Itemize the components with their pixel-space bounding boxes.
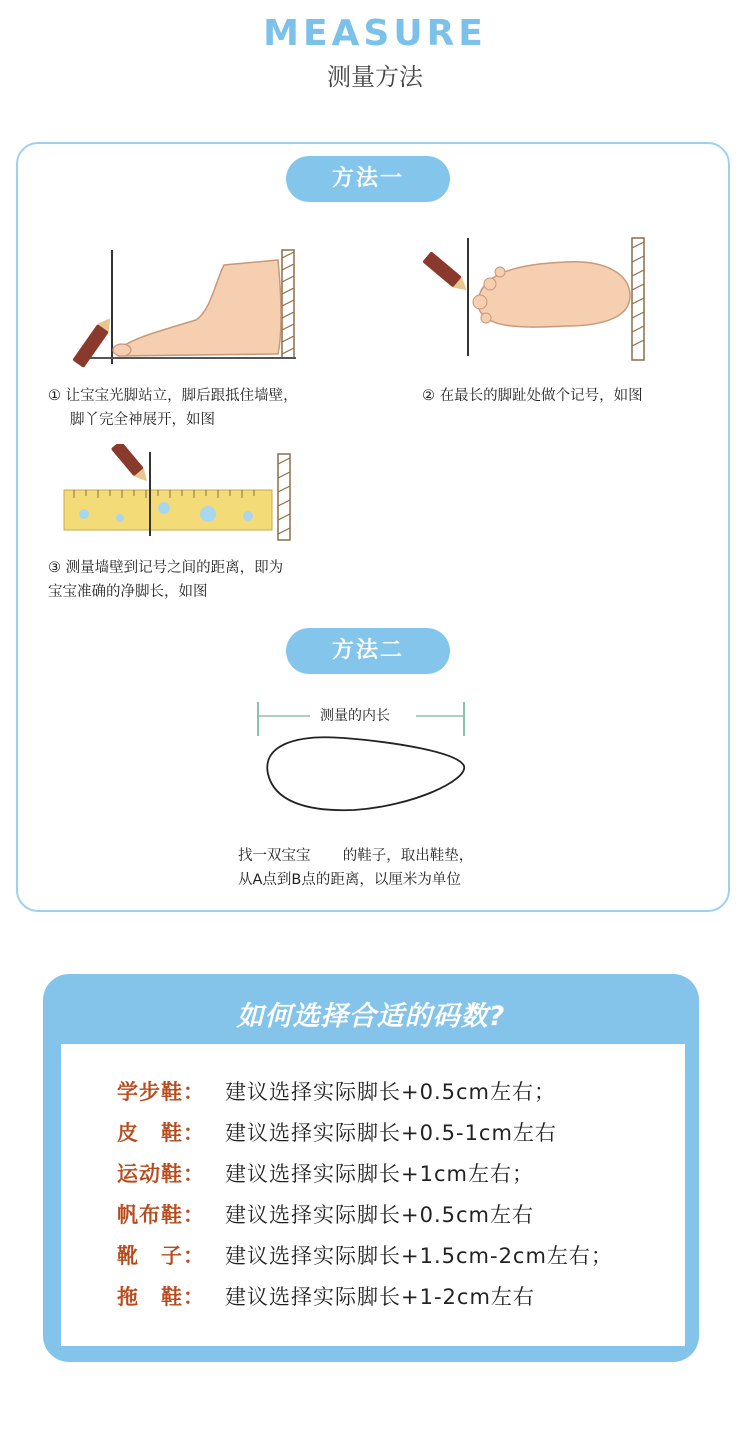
step-three-line1: ③ 测量墙壁到记号之间的距离，即为 <box>48 560 284 576</box>
step-one-line2: 脚丫完全神展开，如图 <box>70 412 215 428</box>
step-one-caption <box>48 384 298 432</box>
tip-label: 帆布鞋： <box>117 1203 205 1227</box>
size-tips-title: 如何选择合适的码数? <box>236 1001 506 1032</box>
foot-top-illustration <box>416 234 666 364</box>
measure-subtitle: 测量方法 <box>327 63 423 91</box>
tip-label: 运动鞋： <box>117 1162 205 1186</box>
method-two-line1: 找一双宝宝 的鞋子，取出鞋垫， <box>238 848 474 864</box>
tip-text: 建议选择实际脚长+1cm左右； <box>225 1162 534 1186</box>
step-one-line1: ① 让宝宝光脚站立，脚后跟抵住墙壁， <box>48 388 298 404</box>
method-two-pill: 方法二 <box>286 628 450 674</box>
size-tips-list <box>61 1044 685 1346</box>
tip-label: 皮 鞋： <box>117 1121 205 1145</box>
ruler-illustration <box>60 444 300 544</box>
tip-row-boots <box>117 1238 613 1272</box>
step-three-caption <box>48 556 283 604</box>
method-card <box>16 142 730 912</box>
tip-label: 学步鞋： <box>117 1080 205 1104</box>
method-two-line2: 从A点到B点的距离，以厘米为单位 <box>238 872 461 888</box>
step-two-caption: ② 在最长的脚趾处做个记号，如图 <box>422 388 643 404</box>
tip-row-canvas <box>117 1197 534 1231</box>
tip-text: 建议选择实际脚长+1.5cm-2cm左右； <box>225 1244 613 1268</box>
tip-text: 建议选择实际脚长+0.5cm左右 <box>225 1203 534 1227</box>
method-one-pill: 方法一 <box>286 156 450 202</box>
step-three-line2: 宝宝准确的净脚长，如图 <box>48 584 208 600</box>
tip-text: 建议选择实际脚长+0.5cm左右； <box>225 1080 556 1104</box>
tip-row-toddler <box>117 1074 556 1108</box>
size-tips-card <box>43 974 699 1362</box>
method-two-desc <box>238 844 473 892</box>
tip-row-leather <box>117 1115 557 1149</box>
measure-title: MEASURE <box>263 13 487 54</box>
header <box>0 14 750 92</box>
tip-text: 建议选择实际脚长+1-2cm左右 <box>225 1285 535 1309</box>
foot-side-illustration <box>56 240 316 370</box>
tip-label: 靴 子： <box>117 1244 205 1268</box>
tip-text: 建议选择实际脚长+0.5-1cm左右 <box>225 1121 557 1145</box>
tip-label: 拖 鞋： <box>117 1285 205 1309</box>
tip-row-sports <box>117 1156 534 1190</box>
tip-row-slippers <box>117 1279 535 1313</box>
insole-label: 测量的内长 <box>320 708 390 724</box>
